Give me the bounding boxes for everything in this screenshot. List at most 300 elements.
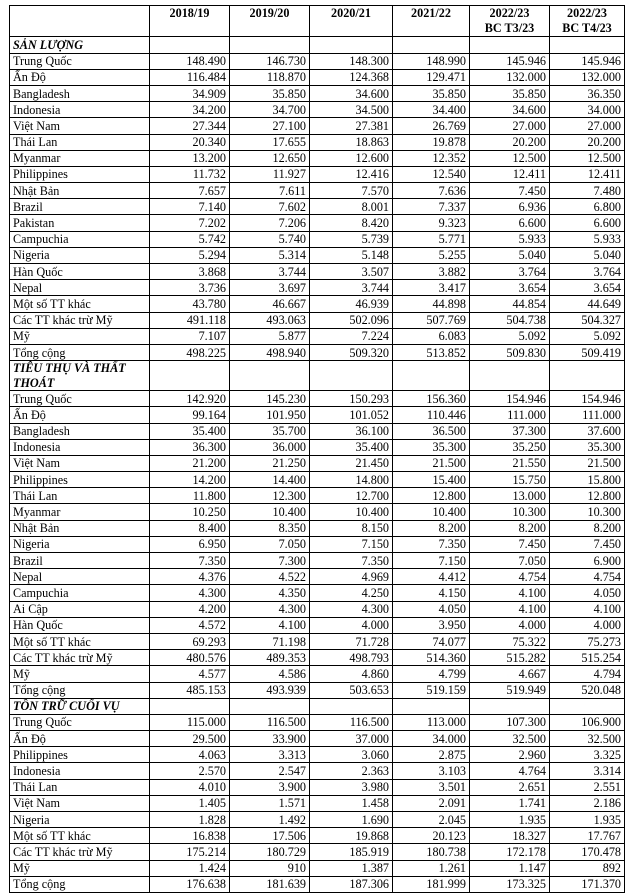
value-cell: 32.500 bbox=[470, 731, 550, 747]
value-cell: 19.878 bbox=[393, 134, 470, 150]
market-name-cell: Trung Quốc bbox=[10, 391, 150, 407]
table-row bbox=[10, 860, 625, 876]
empty-cell bbox=[393, 37, 470, 53]
market-name-cell: Indonesia bbox=[10, 439, 150, 455]
value-cell: 110.446 bbox=[393, 407, 470, 423]
value-cell: 111.000 bbox=[470, 407, 550, 423]
market-name-cell: Bangladesh bbox=[10, 85, 150, 101]
empty-cell bbox=[393, 361, 470, 391]
value-cell: 12.411 bbox=[470, 166, 550, 182]
value-cell: 171.370 bbox=[550, 876, 625, 892]
value-cell: 3.103 bbox=[393, 763, 470, 779]
value-cell: 520.048 bbox=[550, 682, 625, 698]
value-cell: 74.077 bbox=[393, 633, 470, 649]
table-row bbox=[10, 795, 625, 811]
value-cell: 4.063 bbox=[150, 747, 230, 763]
value-cell: 113.000 bbox=[393, 714, 470, 730]
value-cell: 515.254 bbox=[550, 650, 625, 666]
value-cell: 187.306 bbox=[310, 876, 393, 892]
value-cell: 3.950 bbox=[393, 617, 470, 633]
market-name-cell: Pakistan bbox=[10, 215, 150, 231]
empty-cell bbox=[150, 698, 230, 714]
value-cell: 5.092 bbox=[550, 328, 625, 344]
value-cell: 124.368 bbox=[310, 69, 393, 85]
table-row bbox=[10, 488, 625, 504]
table-row bbox=[10, 666, 625, 682]
value-cell: 150.293 bbox=[310, 391, 393, 407]
value-cell: 4.000 bbox=[310, 617, 393, 633]
value-cell: 12.600 bbox=[310, 150, 393, 166]
value-cell: 118.870 bbox=[230, 69, 310, 85]
table-body bbox=[10, 37, 625, 893]
table-row bbox=[10, 312, 625, 328]
value-cell: 1.828 bbox=[150, 812, 230, 828]
value-cell: 4.586 bbox=[230, 666, 310, 682]
market-name-cell: Các TT khác trừ Mỹ bbox=[10, 312, 150, 328]
value-cell: 116.500 bbox=[310, 714, 393, 730]
table-row bbox=[10, 553, 625, 569]
value-cell: 504.738 bbox=[470, 312, 550, 328]
market-name-cell: Một số TT khác bbox=[10, 633, 150, 649]
value-cell: 10.400 bbox=[393, 504, 470, 520]
value-cell: 515.282 bbox=[470, 650, 550, 666]
value-cell: 4.577 bbox=[150, 666, 230, 682]
empty-cell bbox=[150, 37, 230, 53]
table-row bbox=[10, 166, 625, 182]
value-cell: 17.655 bbox=[230, 134, 310, 150]
market-name-cell: Hàn Quốc bbox=[10, 617, 150, 633]
market-name-cell: Trung Quốc bbox=[10, 53, 150, 69]
value-cell: 36.300 bbox=[150, 439, 230, 455]
value-cell: 35.850 bbox=[470, 85, 550, 101]
value-cell: 14.200 bbox=[150, 472, 230, 488]
header-report-cell: BC T4/23 bbox=[550, 21, 625, 37]
value-cell: 46.667 bbox=[230, 296, 310, 312]
value-cell: 7.150 bbox=[310, 536, 393, 552]
market-name-cell: Nepal bbox=[10, 280, 150, 296]
market-name-cell: Philippines bbox=[10, 747, 150, 763]
table-row bbox=[10, 714, 625, 730]
header-corner-cell bbox=[10, 21, 150, 37]
section-title: TỒN TRỮ CUỐI VỤ bbox=[10, 698, 150, 714]
market-name-cell: Tổng cộng bbox=[10, 344, 150, 360]
value-cell: 27.000 bbox=[550, 118, 625, 134]
value-cell: 5.040 bbox=[550, 247, 625, 263]
value-cell: 181.999 bbox=[393, 876, 470, 892]
value-cell: 7.350 bbox=[310, 553, 393, 569]
value-cell: 2.960 bbox=[470, 747, 550, 763]
value-cell: 7.570 bbox=[310, 183, 393, 199]
value-cell: 5.148 bbox=[310, 247, 393, 263]
value-cell: 43.780 bbox=[150, 296, 230, 312]
value-cell: 37.000 bbox=[310, 731, 393, 747]
value-cell: 17.767 bbox=[550, 828, 625, 844]
value-cell: 4.572 bbox=[150, 617, 230, 633]
value-cell: 156.360 bbox=[393, 391, 470, 407]
value-cell: 7.050 bbox=[470, 553, 550, 569]
value-cell: 34.909 bbox=[150, 85, 230, 101]
table-row bbox=[10, 199, 625, 215]
value-cell: 493.939 bbox=[230, 682, 310, 698]
table-row bbox=[10, 633, 625, 649]
empty-cell bbox=[150, 361, 230, 391]
market-name-cell: Thái Lan bbox=[10, 488, 150, 504]
market-name-cell: Mỹ bbox=[10, 860, 150, 876]
value-cell: 180.729 bbox=[230, 844, 310, 860]
section-title: TIÊU THỤ VÀ THẤT THOÁT bbox=[10, 361, 150, 391]
value-cell: 2.045 bbox=[393, 812, 470, 828]
value-cell: 35.700 bbox=[230, 423, 310, 439]
value-cell: 5.040 bbox=[470, 247, 550, 263]
value-cell: 502.096 bbox=[310, 312, 393, 328]
value-cell: 4.150 bbox=[393, 585, 470, 601]
value-cell: 18.863 bbox=[310, 134, 393, 150]
value-cell: 3.900 bbox=[230, 779, 310, 795]
value-cell: 498.225 bbox=[150, 344, 230, 360]
value-cell: 4.250 bbox=[310, 585, 393, 601]
value-cell: 21.500 bbox=[550, 455, 625, 471]
value-cell: 34.000 bbox=[393, 731, 470, 747]
table-row bbox=[10, 439, 625, 455]
value-cell: 4.200 bbox=[150, 601, 230, 617]
value-cell: 106.900 bbox=[550, 714, 625, 730]
value-cell: 4.350 bbox=[230, 585, 310, 601]
value-cell: 6.600 bbox=[550, 215, 625, 231]
empty-cell bbox=[393, 698, 470, 714]
value-cell: 7.480 bbox=[550, 183, 625, 199]
value-cell: 15.400 bbox=[393, 472, 470, 488]
value-cell: 4.667 bbox=[470, 666, 550, 682]
value-cell: 509.830 bbox=[470, 344, 550, 360]
value-cell: 2.091 bbox=[393, 795, 470, 811]
market-name-cell: Myanmar bbox=[10, 150, 150, 166]
table-row bbox=[10, 183, 625, 199]
value-cell: 8.350 bbox=[230, 520, 310, 536]
value-cell: 75.322 bbox=[470, 633, 550, 649]
value-cell: 3.744 bbox=[230, 264, 310, 280]
value-cell: 1.147 bbox=[470, 860, 550, 876]
value-cell: 5.740 bbox=[230, 231, 310, 247]
value-cell: 503.653 bbox=[310, 682, 393, 698]
value-cell: 9.323 bbox=[393, 215, 470, 231]
value-cell: 1.935 bbox=[550, 812, 625, 828]
value-cell: 7.350 bbox=[150, 553, 230, 569]
table-row bbox=[10, 134, 625, 150]
header-report-cell bbox=[393, 21, 470, 37]
table-row bbox=[10, 85, 625, 101]
value-cell: 4.969 bbox=[310, 569, 393, 585]
market-name-cell: Mỹ bbox=[10, 328, 150, 344]
table-row bbox=[10, 520, 625, 536]
value-cell: 181.639 bbox=[230, 876, 310, 892]
value-cell: 32.500 bbox=[550, 731, 625, 747]
value-cell: 7.300 bbox=[230, 553, 310, 569]
value-cell: 3.060 bbox=[310, 747, 393, 763]
value-cell: 2.547 bbox=[230, 763, 310, 779]
value-cell: 3.417 bbox=[393, 280, 470, 296]
value-cell: 10.250 bbox=[150, 504, 230, 520]
empty-cell bbox=[550, 698, 625, 714]
value-cell: 5.294 bbox=[150, 247, 230, 263]
value-cell: 142.920 bbox=[150, 391, 230, 407]
value-cell: 36.100 bbox=[310, 423, 393, 439]
market-name-cell: Một số TT khác bbox=[10, 296, 150, 312]
table-row bbox=[10, 601, 625, 617]
market-name-cell: Brazil bbox=[10, 553, 150, 569]
market-name-cell: Việt Nam bbox=[10, 795, 150, 811]
market-name-cell: Myanmar bbox=[10, 504, 150, 520]
market-name-cell: Nigeria bbox=[10, 247, 150, 263]
value-cell: 4.794 bbox=[550, 666, 625, 682]
header-report-cell: BC T3/23 bbox=[470, 21, 550, 37]
value-cell: 6.936 bbox=[470, 199, 550, 215]
value-cell: 46.939 bbox=[310, 296, 393, 312]
market-name-cell: Việt Nam bbox=[10, 118, 150, 134]
value-cell: 7.202 bbox=[150, 215, 230, 231]
value-cell: 132.000 bbox=[470, 69, 550, 85]
empty-cell bbox=[230, 37, 310, 53]
empty-cell bbox=[310, 698, 393, 714]
header-year-cell: 2021/22 bbox=[393, 6, 470, 22]
value-cell: 4.300 bbox=[310, 601, 393, 617]
value-cell: 20.200 bbox=[470, 134, 550, 150]
value-cell: 10.300 bbox=[550, 504, 625, 520]
value-cell: 37.300 bbox=[470, 423, 550, 439]
value-cell: 1.458 bbox=[310, 795, 393, 811]
value-cell: 99.164 bbox=[150, 407, 230, 423]
value-cell: 8.150 bbox=[310, 520, 393, 536]
value-cell: 129.471 bbox=[393, 69, 470, 85]
value-cell: 101.950 bbox=[230, 407, 310, 423]
value-cell: 35.300 bbox=[550, 439, 625, 455]
value-cell: 154.946 bbox=[470, 391, 550, 407]
value-cell: 3.507 bbox=[310, 264, 393, 280]
value-cell: 498.793 bbox=[310, 650, 393, 666]
market-name-cell: Các TT khác trừ Mỹ bbox=[10, 650, 150, 666]
value-cell: 27.381 bbox=[310, 118, 393, 134]
value-cell: 34.200 bbox=[150, 102, 230, 118]
value-cell: 3.882 bbox=[393, 264, 470, 280]
table-row bbox=[10, 328, 625, 344]
market-name-cell: Mỹ bbox=[10, 666, 150, 682]
value-cell: 7.657 bbox=[150, 183, 230, 199]
value-cell: 4.100 bbox=[230, 617, 310, 633]
header-report-cell bbox=[310, 21, 393, 37]
market-name-cell: Philippines bbox=[10, 472, 150, 488]
header-report-cell bbox=[150, 21, 230, 37]
value-cell: 21.550 bbox=[470, 455, 550, 471]
value-cell: 4.522 bbox=[230, 569, 310, 585]
value-cell: 12.352 bbox=[393, 150, 470, 166]
value-cell: 10.400 bbox=[310, 504, 393, 520]
value-cell: 11.800 bbox=[150, 488, 230, 504]
value-cell: 5.255 bbox=[393, 247, 470, 263]
value-cell: 5.771 bbox=[393, 231, 470, 247]
value-cell: 3.764 bbox=[470, 264, 550, 280]
value-cell: 36.500 bbox=[393, 423, 470, 439]
value-cell: 485.153 bbox=[150, 682, 230, 698]
value-cell: 519.949 bbox=[470, 682, 550, 698]
value-cell: 491.118 bbox=[150, 312, 230, 328]
table-row bbox=[10, 247, 625, 263]
value-cell: 12.416 bbox=[310, 166, 393, 182]
header-year-cell: 2018/19 bbox=[150, 6, 230, 22]
value-cell: 145.946 bbox=[550, 53, 625, 69]
value-cell: 507.769 bbox=[393, 312, 470, 328]
value-cell: 34.600 bbox=[310, 85, 393, 101]
value-cell: 21.500 bbox=[393, 455, 470, 471]
value-cell: 3.654 bbox=[470, 280, 550, 296]
table-row bbox=[10, 650, 625, 666]
value-cell: 5.933 bbox=[470, 231, 550, 247]
table-row bbox=[10, 828, 625, 844]
value-cell: 4.050 bbox=[393, 601, 470, 617]
market-name-cell: Indonesia bbox=[10, 102, 150, 118]
table-row bbox=[10, 407, 625, 423]
value-cell: 34.700 bbox=[230, 102, 310, 118]
value-cell: 6.900 bbox=[550, 553, 625, 569]
value-cell: 180.738 bbox=[393, 844, 470, 860]
table-row bbox=[10, 812, 625, 828]
value-cell: 3.980 bbox=[310, 779, 393, 795]
table-row bbox=[10, 280, 625, 296]
value-cell: 36.000 bbox=[230, 439, 310, 455]
value-cell: 5.742 bbox=[150, 231, 230, 247]
value-cell: 1.690 bbox=[310, 812, 393, 828]
value-cell: 4.376 bbox=[150, 569, 230, 585]
market-name-cell: Brazil bbox=[10, 199, 150, 215]
table-row bbox=[10, 423, 625, 439]
value-cell: 3.697 bbox=[230, 280, 310, 296]
value-cell: 2.551 bbox=[550, 779, 625, 795]
value-cell: 35.400 bbox=[150, 423, 230, 439]
value-cell: 44.854 bbox=[470, 296, 550, 312]
value-cell: 8.400 bbox=[150, 520, 230, 536]
header-report-cell bbox=[230, 21, 310, 37]
value-cell: 11.927 bbox=[230, 166, 310, 182]
value-cell: 2.186 bbox=[550, 795, 625, 811]
table-row bbox=[10, 536, 625, 552]
value-cell: 3.325 bbox=[550, 747, 625, 763]
value-cell: 4.000 bbox=[470, 617, 550, 633]
value-cell: 175.214 bbox=[150, 844, 230, 860]
value-cell: 504.327 bbox=[550, 312, 625, 328]
table-row bbox=[10, 215, 625, 231]
value-cell: 148.990 bbox=[393, 53, 470, 69]
value-cell: 35.400 bbox=[310, 439, 393, 455]
table-row bbox=[10, 391, 625, 407]
value-cell: 8.200 bbox=[393, 520, 470, 536]
value-cell: 7.150 bbox=[393, 553, 470, 569]
table-row bbox=[10, 102, 625, 118]
value-cell: 6.600 bbox=[470, 215, 550, 231]
value-cell: 4.300 bbox=[150, 585, 230, 601]
value-cell: 111.000 bbox=[550, 407, 625, 423]
value-cell: 3.736 bbox=[150, 280, 230, 296]
value-cell: 14.800 bbox=[310, 472, 393, 488]
value-cell: 509.320 bbox=[310, 344, 393, 360]
section-title: SẢN LƯỢNG bbox=[10, 37, 150, 53]
market-name-cell: Nepal bbox=[10, 569, 150, 585]
value-cell: 44.898 bbox=[393, 296, 470, 312]
value-cell: 7.450 bbox=[550, 536, 625, 552]
value-cell: 12.800 bbox=[393, 488, 470, 504]
empty-cell bbox=[310, 361, 393, 391]
value-cell: 17.506 bbox=[230, 828, 310, 844]
table-row bbox=[10, 569, 625, 585]
market-name-cell: Nhật Bản bbox=[10, 520, 150, 536]
header-year-cell: 2022/23 bbox=[550, 6, 625, 22]
value-cell: 4.764 bbox=[470, 763, 550, 779]
market-name-cell: Việt Nam bbox=[10, 455, 150, 471]
value-cell: 4.050 bbox=[550, 585, 625, 601]
table-row bbox=[10, 763, 625, 779]
value-cell: 509.419 bbox=[550, 344, 625, 360]
value-cell: 13.200 bbox=[150, 150, 230, 166]
value-cell: 489.353 bbox=[230, 650, 310, 666]
value-cell: 27.000 bbox=[470, 118, 550, 134]
value-cell: 3.654 bbox=[550, 280, 625, 296]
value-cell: 10.400 bbox=[230, 504, 310, 520]
rice-balance-table-container bbox=[9, 5, 625, 893]
table-row bbox=[10, 617, 625, 633]
value-cell: 21.250 bbox=[230, 455, 310, 471]
value-cell: 20.340 bbox=[150, 134, 230, 150]
value-cell: 15.750 bbox=[470, 472, 550, 488]
value-cell: 173.325 bbox=[470, 876, 550, 892]
value-cell: 7.107 bbox=[150, 328, 230, 344]
market-name-cell: Tổng cộng bbox=[10, 682, 150, 698]
value-cell: 2.363 bbox=[310, 763, 393, 779]
value-cell: 75.273 bbox=[550, 633, 625, 649]
table-row bbox=[10, 296, 625, 312]
value-cell: 12.800 bbox=[550, 488, 625, 504]
value-cell: 5.314 bbox=[230, 247, 310, 263]
section-header-row bbox=[10, 698, 625, 714]
value-cell: 12.500 bbox=[470, 150, 550, 166]
value-cell: 27.100 bbox=[230, 118, 310, 134]
section-header-row bbox=[10, 37, 625, 53]
value-cell: 148.490 bbox=[150, 53, 230, 69]
value-cell: 4.100 bbox=[550, 601, 625, 617]
value-cell: 21.450 bbox=[310, 455, 393, 471]
value-cell: 7.224 bbox=[310, 328, 393, 344]
value-cell: 7.450 bbox=[470, 183, 550, 199]
table-row bbox=[10, 69, 625, 85]
value-cell: 8.001 bbox=[310, 199, 393, 215]
table-row bbox=[10, 150, 625, 166]
table-row bbox=[10, 682, 625, 698]
value-cell: 12.300 bbox=[230, 488, 310, 504]
value-cell: 29.500 bbox=[150, 731, 230, 747]
value-cell: 148.300 bbox=[310, 53, 393, 69]
value-cell: 107.300 bbox=[470, 714, 550, 730]
table-row bbox=[10, 472, 625, 488]
value-cell: 3.313 bbox=[230, 747, 310, 763]
value-cell: 20.200 bbox=[550, 134, 625, 150]
market-name-cell: Philippines bbox=[10, 166, 150, 182]
value-cell: 37.600 bbox=[550, 423, 625, 439]
market-name-cell: Campuchia bbox=[10, 231, 150, 247]
value-cell: 4.000 bbox=[550, 617, 625, 633]
value-cell: 1.492 bbox=[230, 812, 310, 828]
value-cell: 26.769 bbox=[393, 118, 470, 134]
value-cell: 19.868 bbox=[310, 828, 393, 844]
value-cell: 4.300 bbox=[230, 601, 310, 617]
value-cell: 10.300 bbox=[470, 504, 550, 520]
value-cell: 4.100 bbox=[470, 585, 550, 601]
value-cell: 172.178 bbox=[470, 844, 550, 860]
